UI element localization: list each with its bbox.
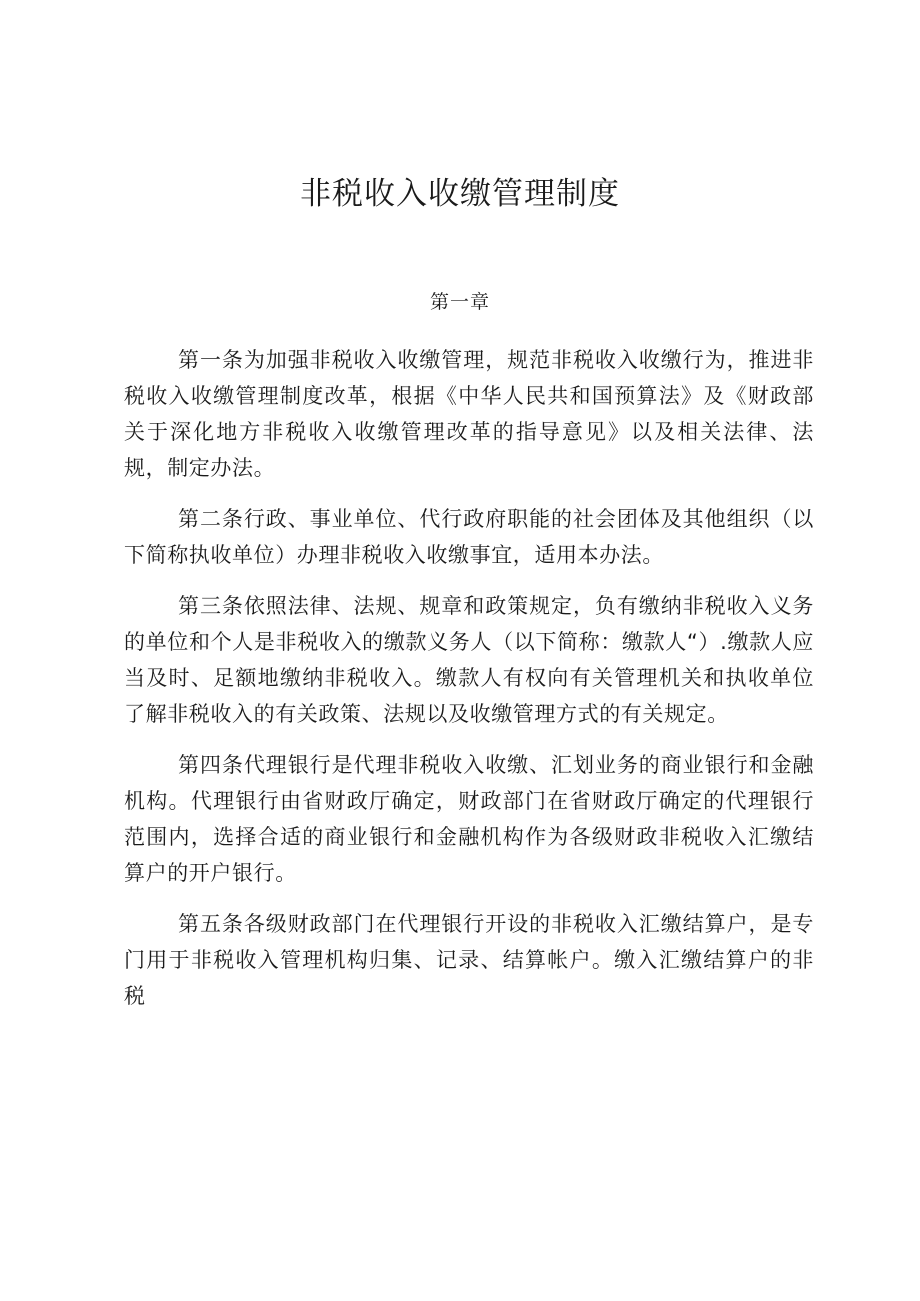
article-5-paragraph: 第五条各级财政部门在代理银行开设的非税收入汇缴结算户，是专门用于非税收入管理机构归集、记录、结算帐户。缴入汇缴结算户的非税 — [124, 912, 814, 1008]
document-body — [124, 342, 814, 1029]
article-4-paragraph: 第四条代理银行是代理非税收入收缴、汇划业务的商业银行和金融机构。代理银行由省财政厅确定，财政部门在省财政厅确定的代理银行范围内，选择合适的商业银行和金融机构作为各级财政非税收入汇缴结算户的开户银行。 — [124, 753, 814, 885]
article-1-paragraph: 第一条为加强非税收入收缴管理，规范非税收入收缴行为，推进非税收入收缴管理制度改革，根据《中华人民共和国预算法》及《财政部关于深化地方非税收入收缴管理改革的指导意见》以及相关法律、法规，制定办法。 — [124, 348, 814, 480]
document-title: 非税收入收缴管理制度 — [300, 176, 620, 212]
article-3-paragraph: 第三条依照法律、法规、规章和政策规定，负有缴纳非税收入义务的单位和个人是非税收入的缴款义务人（以下简称：缴款人“）.缴款人应当及时、足额地缴纳非税收入。缴款人有权向有关管理机关和执收单位了解非税收入的有关政策、法规以及收缴管理方式的有关规定。 — [124, 594, 814, 726]
article-2-paragraph: 第二条行政、事业单位、代行政府职能的社会团体及其他组织（以下简称执收单位）办理非税收入收缴事宜，适用本办法。 — [124, 507, 814, 567]
chapter-heading: 第一章 — [429, 291, 490, 313]
